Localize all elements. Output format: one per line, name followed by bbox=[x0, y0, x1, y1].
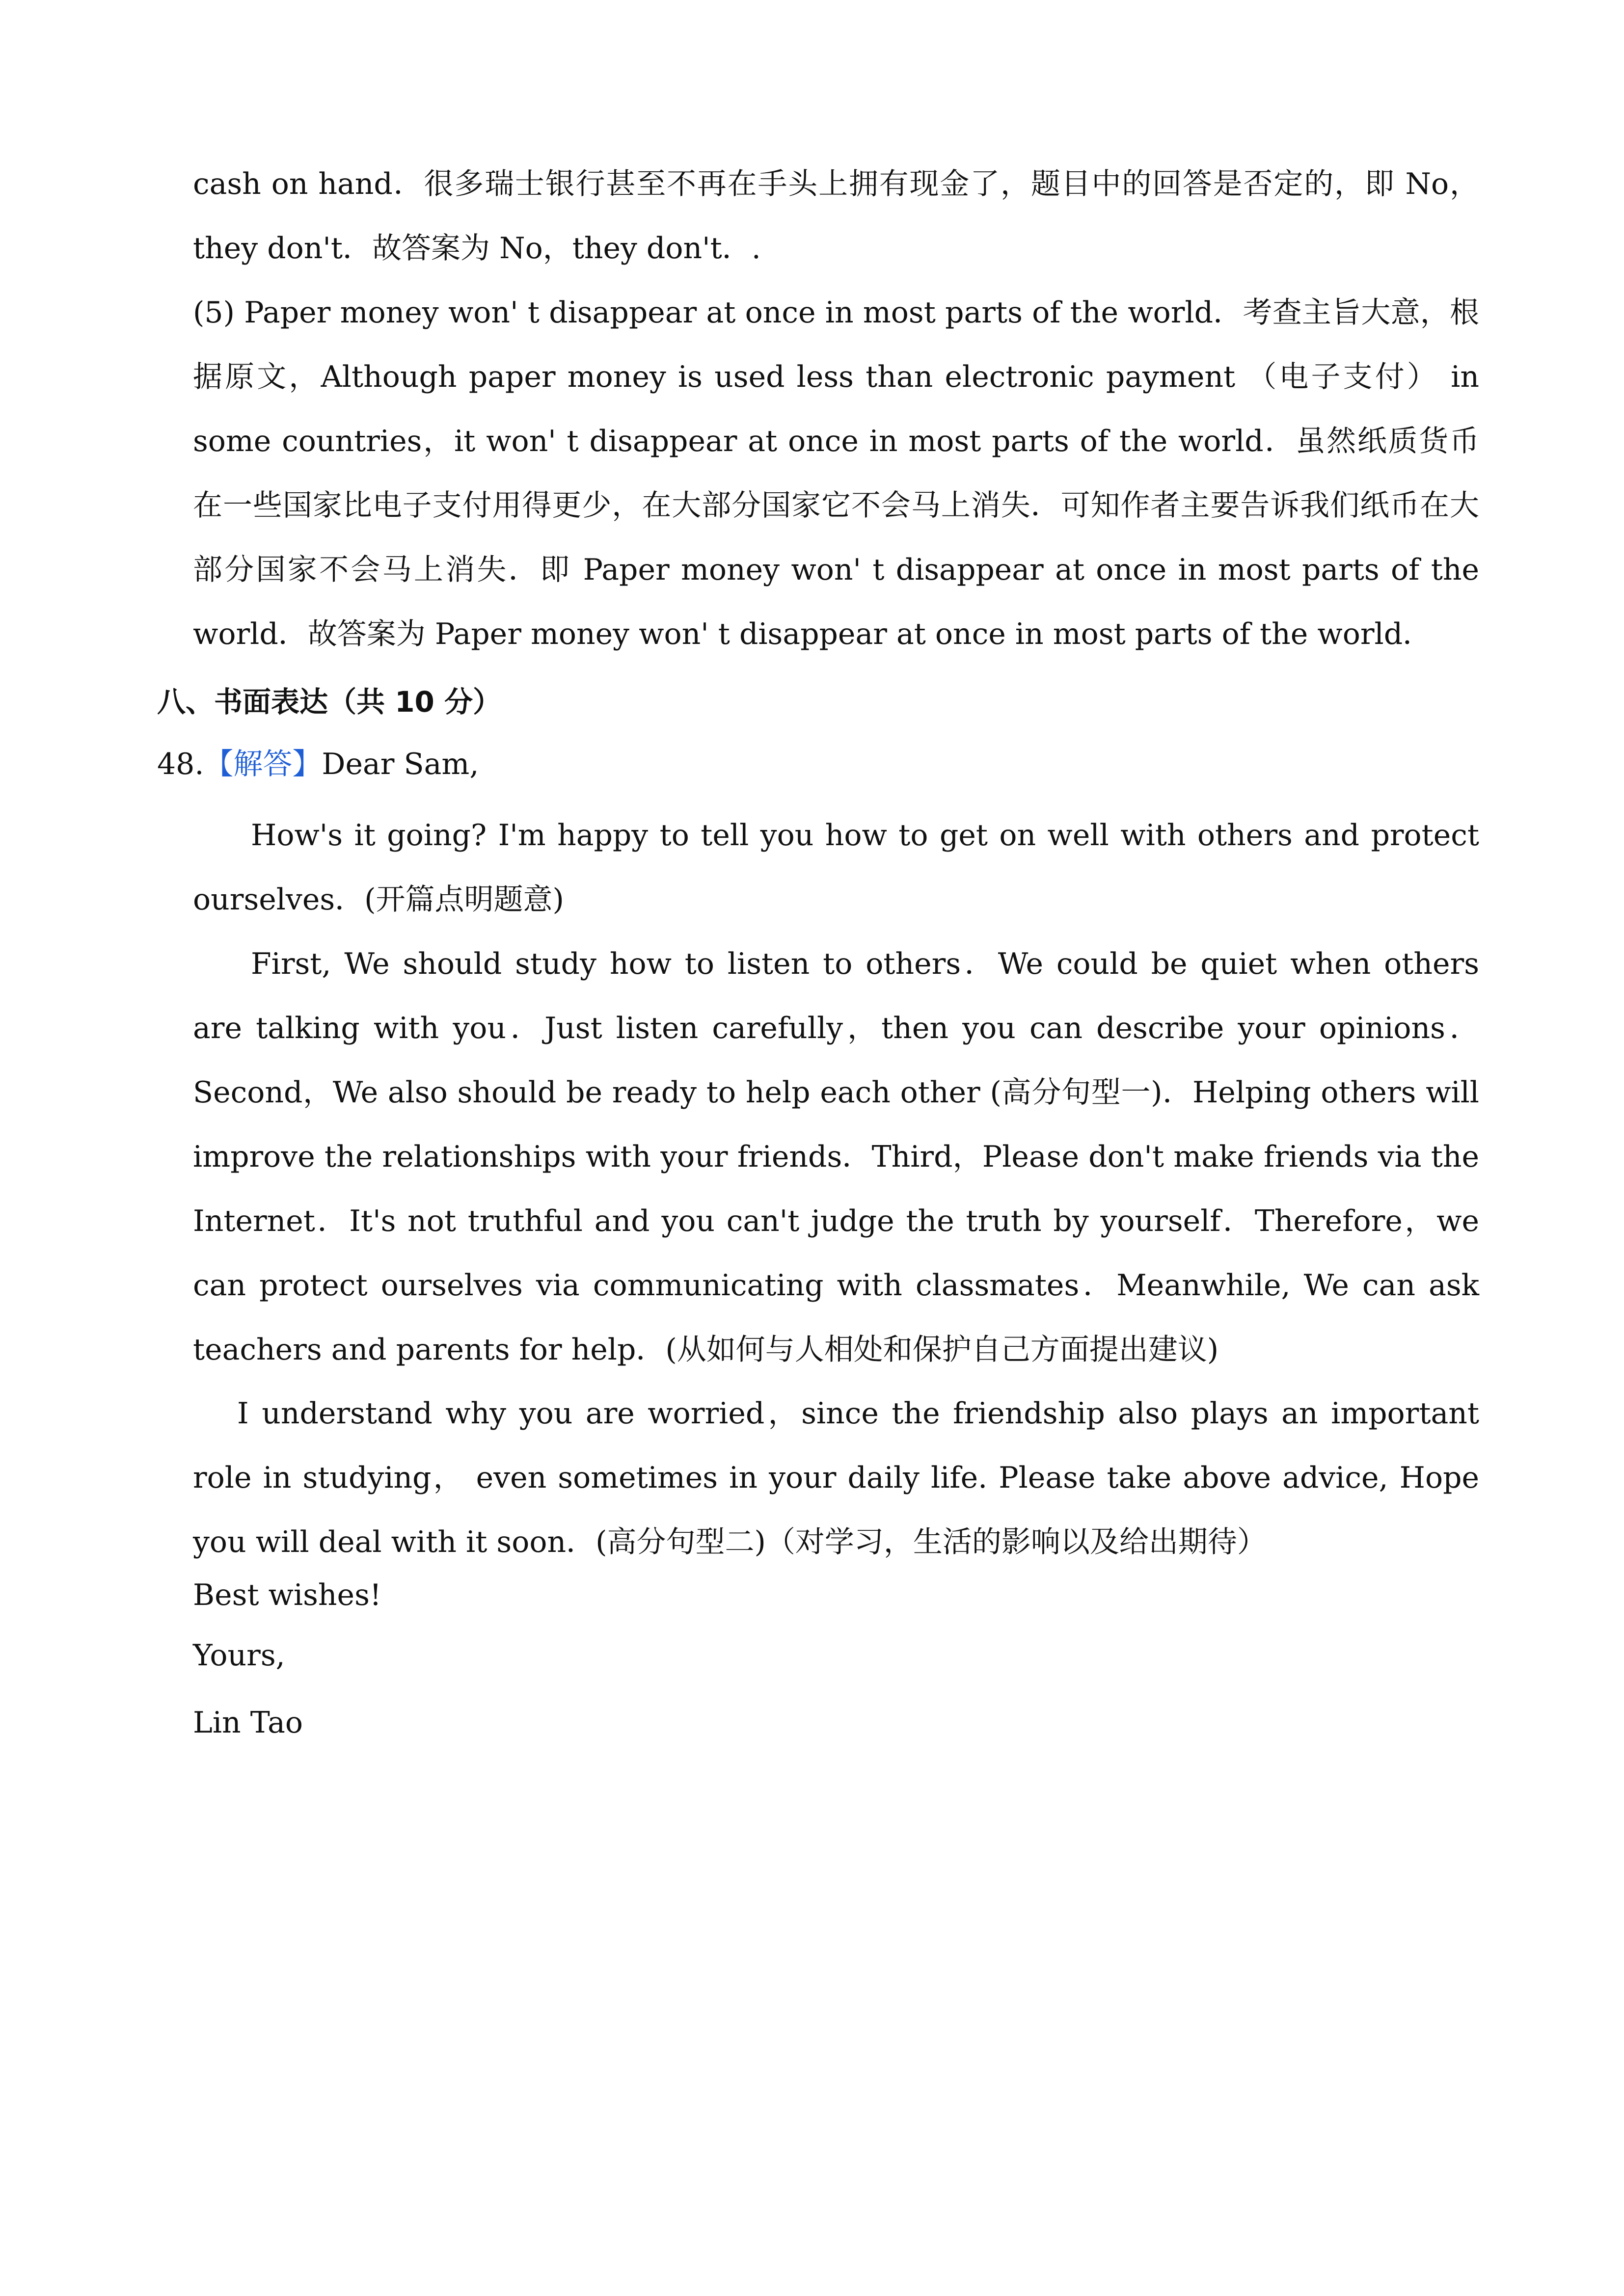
letter-salutation: Dear Sam, bbox=[322, 747, 479, 781]
letter-paragraph-opening: How's it going? I'm happy to tell you how to get on well with others and protect ourselves．(开篇点明题意) bbox=[193, 818, 1479, 917]
letter-sign-off: Yours, bbox=[193, 1638, 285, 1673]
letter-paragraph-advice: First, We should study how to listen to others．We could be quiet when others are talking with you．Just listen carefully，then you can describe your opinions．Second，We also should be ready to help each other (高分句型一)．Helping others will improve the relationships with your friends．Third，Please don't make friends via the Internet．It's not truthful and you can't judge the truth by yourself．Therefore，we can protect ourselves via communicating with classmates．Meanwhile, We can ask teachers and parents for help．(从如何与人相处和保护自己方面提出建议) bbox=[193, 947, 1479, 1367]
answer-paragraph-4-end: cash on hand．很多瑞士银行甚至不再在手头上拥有现金了，题目中的回答是否定的，即 No，they don't．故答案为 No，they don't．. bbox=[193, 167, 1479, 266]
answer-tag: 【解答】 bbox=[204, 747, 322, 781]
question-number: 48. bbox=[157, 747, 204, 781]
letter-closing: Best wishes! bbox=[193, 1578, 381, 1612]
letter-signature: Lin Tao bbox=[193, 1706, 303, 1740]
answer-paragraph-5: (5) Paper money won' t disappear at once in most parts of the world．考查主旨大意，根据原文，Although paper money is used less than electronic payment （电子支付） in some countries，it won' t disappear at once in most parts of the world．虽然纸质货币在一些国家比电子支付用得更少，在大部分国家它不会马上消失．可知作者主要告诉我们纸币在大部分国家不会马上消失．即 Paper money won' t disappear at once in most parts of the world．故答案为 Paper money won' t disappear at once in most parts of the world． bbox=[193, 295, 1479, 651]
letter-paragraph-closing: I understand why you are worried，since the friendship also plays an important role in studying， even sometimes in your daily life. Please take above advice, Hope you will deal with it soon．(高分句型二)（对学习，生活的影响以及给出期待） bbox=[193, 1396, 1479, 1559]
section-heading-writing: 八、书面表达（共 10 分） bbox=[157, 685, 502, 719]
question-48-line bbox=[157, 745, 479, 784]
